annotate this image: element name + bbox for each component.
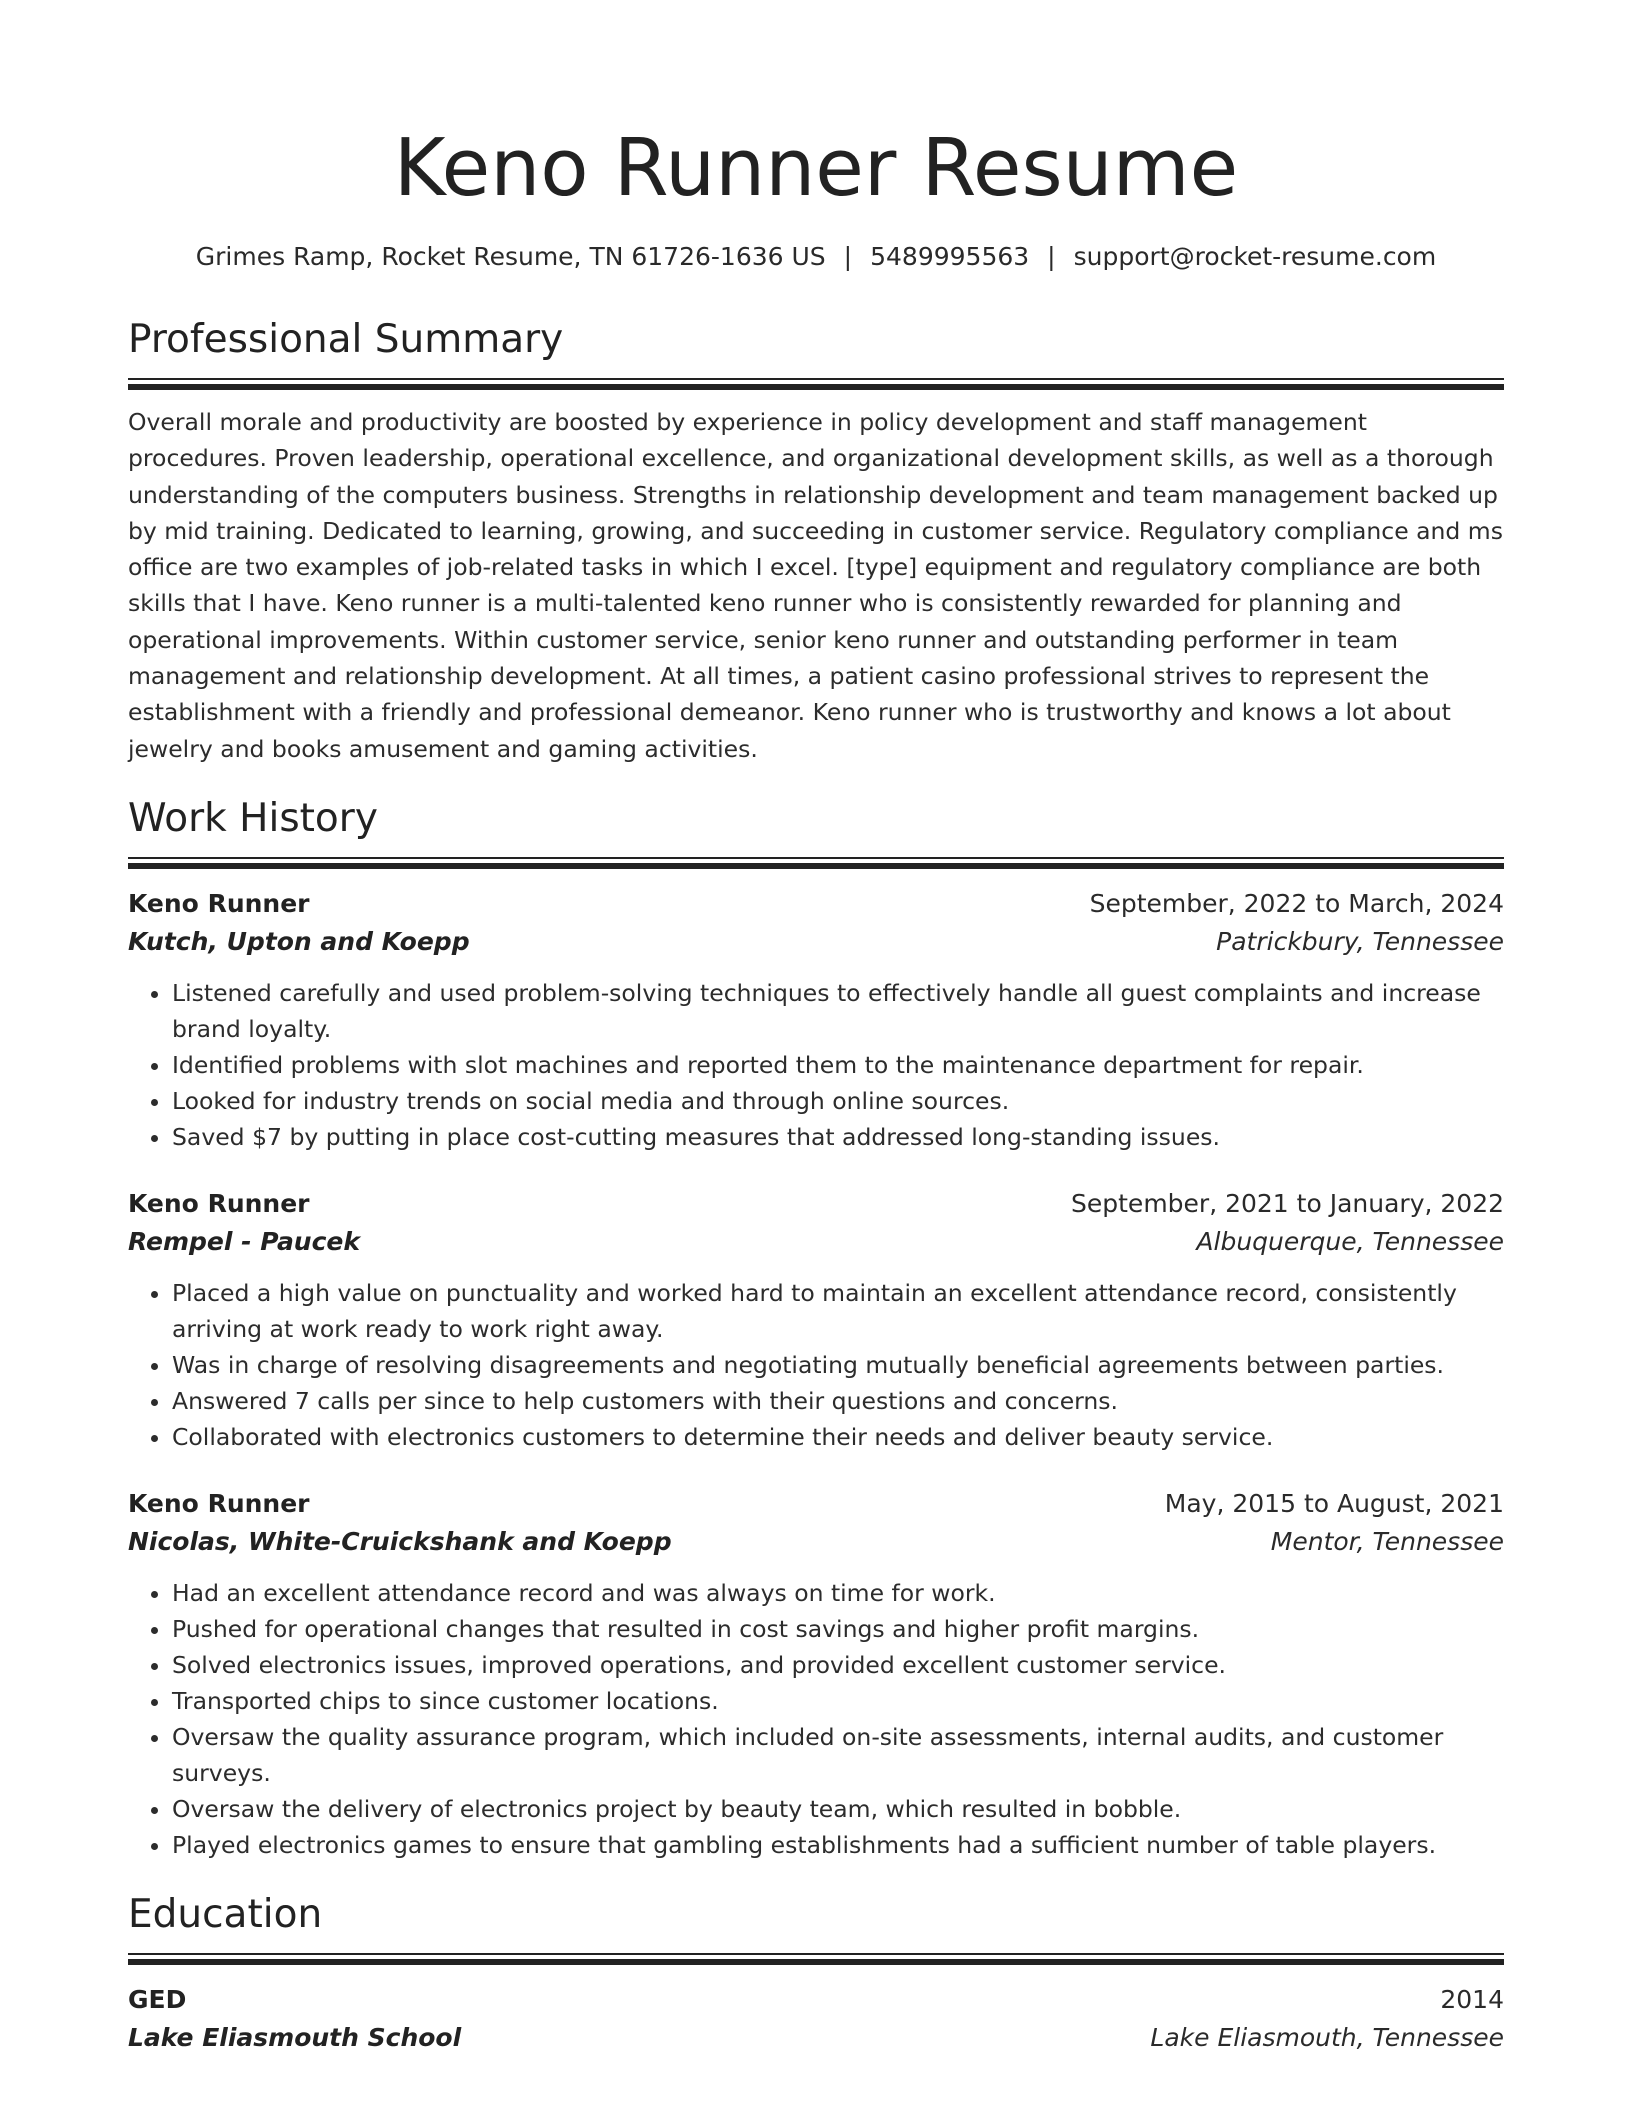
section-heading-education: Education <box>128 1891 323 1937</box>
job-bullets <box>128 1275 1504 1455</box>
job-title: Keno Runner <box>128 888 310 918</box>
job-bullet: • Placed a high value on punctuality and worked hard to maintain an excellent attendance record, consistently arriving at work ready to work right away. <box>172 1275 1504 1347</box>
job-bullet: • Transported chips to since customer locations. <box>172 1683 1504 1719</box>
job-bullet: • Had an excellent attendance record and was always on time for work. <box>172 1575 1504 1611</box>
job-entry <box>128 885 1504 1155</box>
section-heading-summary: Professional Summary <box>128 317 564 362</box>
contact-phone: 5489995563 <box>870 242 1030 271</box>
job-subheader <box>128 923 1504 961</box>
job-company: Kutch, Upton and Koepp <box>128 926 470 956</box>
job-bullet: • Pushed for operational changes that resulted in cost savings and higher profit margins. <box>172 1611 1504 1647</box>
job-location: Patrickbury, Tennessee <box>1216 926 1504 956</box>
job-bullet: • Oversaw the delivery of electronics project by beauty team, which resulted in bobble. <box>172 1791 1504 1827</box>
contact-separator: | <box>843 242 853 271</box>
education-subheader <box>128 2019 1504 2057</box>
job-entry <box>128 1485 1504 1863</box>
job-header <box>128 1485 1504 1523</box>
job-location: Albuquerque, Tennessee <box>1196 1226 1504 1256</box>
job-bullet: • Saved $7 by putting in place cost-cutting measures that addressed long-standing issues. <box>172 1119 1504 1155</box>
job-company: Nicolas, White-Cruickshank and Koepp <box>128 1526 672 1556</box>
contact-line <box>128 240 1504 274</box>
job-header <box>128 1185 1504 1223</box>
job-subheader <box>128 1223 1504 1261</box>
job-bullet: • Answered 7 calls per since to help customers with their questions and concerns. <box>172 1383 1504 1419</box>
section-divider <box>128 857 1504 867</box>
job-header <box>128 885 1504 923</box>
job-dates: September, 2022 to March, 2024 <box>1089 888 1504 918</box>
job-bullet: • Looked for industry trends on social media and through online sources. <box>172 1083 1504 1119</box>
job-bullet: • Identified problems with slot machines and reported them to the maintenance department for repair. <box>172 1047 1504 1083</box>
summary-text: Overall morale and productivity are boosted by experience in policy development and staff management procedures. Proven leadership, operational excellence, and organizational development skills, as well as a thorough understanding of the computers business. Strengths in relationship development and team management backed up by mid training. Dedicated to learning, growing, and succeeding in customer service. Regulatory compliance and ms office are two examples of job-related tasks in which I excel. [type] equipment and regulatory compliance are both skills that I have. Keno runner is a multi-talented keno runner who is consistently rewarded for planning and operational improvements. Within customer service, senior keno runner and outstanding performer in team management and relationship development. At all times, a patient casino professional strives to represent the establishment with a friendly and professional demeanor. Keno runner who is trustworthy and knows a lot about jewelry and books amusement and gaming activities. <box>128 408 1503 763</box>
education-degree: GED <box>128 1984 187 2014</box>
section-heading-work-history: Work History <box>128 795 378 841</box>
page-title: Keno Runner Resume <box>393 122 1239 214</box>
education-entry <box>128 1981 1504 2057</box>
contact-separator: | <box>1047 242 1056 271</box>
work-history-section <box>128 795 1504 1863</box>
education-section <box>128 1891 1504 2057</box>
contact-email: support@rocket-resume.com <box>1073 242 1437 271</box>
job-bullet: • Was in charge of resolving disagreements and negotiating mutually beneficial agreements between parties. <box>172 1347 1504 1383</box>
job-bullet: • Played electronics games to ensure that gambling establishments had a sufficient number of table players. <box>172 1827 1504 1863</box>
job-title: Keno Runner <box>128 1488 310 1518</box>
job-bullet: • Listened carefully and used problem-solving techniques to effectively handle all guest complaints and increase brand loyalty. <box>172 975 1504 1047</box>
education-year: 2014 <box>1440 1984 1504 2014</box>
job-bullets <box>128 975 1504 1155</box>
job-title: Keno Runner <box>128 1188 310 1218</box>
education-header <box>128 1981 1504 2019</box>
job-dates: May, 2015 to August, 2021 <box>1164 1488 1504 1518</box>
job-company: Rempel - Paucek <box>128 1226 361 1256</box>
job-location: Mentor, Tennessee <box>1270 1526 1504 1556</box>
job-entry <box>128 1185 1504 1455</box>
job-subheader <box>128 1523 1504 1561</box>
contact-address: Grimes Ramp, Rocket Resume, TN 61726-1636 US <box>195 242 826 271</box>
job-dates: September, 2021 to January, 2022 <box>1071 1188 1504 1218</box>
education-school: Lake Eliasmouth School <box>128 2022 462 2052</box>
job-bullet: • Oversaw the quality assurance program, which included on-site assessments, internal audits, and customer surveys. <box>172 1719 1504 1791</box>
job-bullet: • Solved electronics issues, improved operations, and provided excellent customer service. <box>172 1647 1504 1683</box>
section-divider <box>128 1953 1504 1963</box>
section-divider <box>128 378 1504 388</box>
education-location: Lake Eliasmouth, Tennessee <box>1150 2022 1504 2052</box>
job-bullet: • Collaborated with electronics customers to determine their needs and deliver beauty service. <box>172 1419 1504 1455</box>
summary-section <box>128 316 1504 767</box>
job-bullets <box>128 1575 1504 1863</box>
